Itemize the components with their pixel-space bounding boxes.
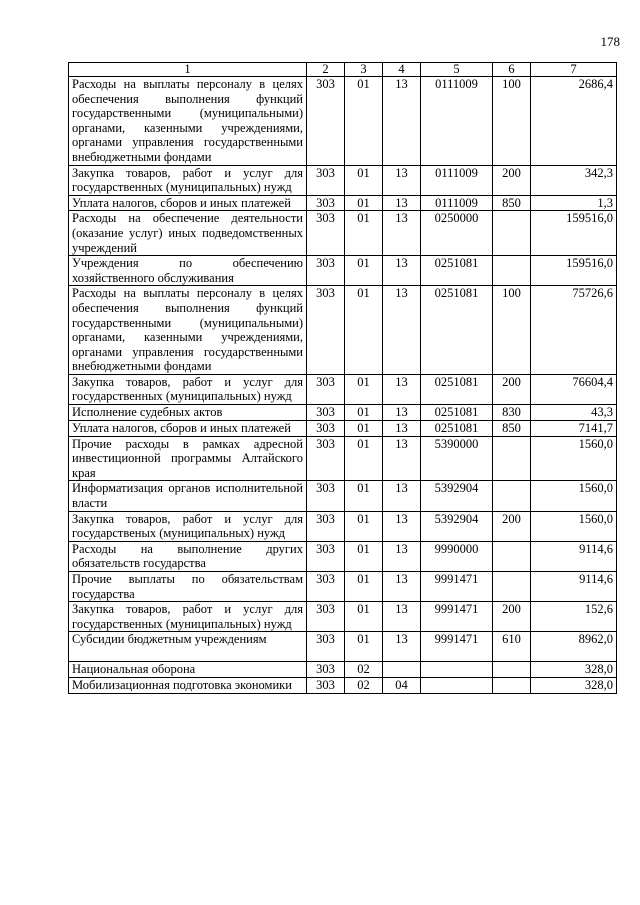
row-description: Закупка товаров, работ и услуг для государственных (муниципальных) нужд (69, 602, 307, 632)
row-expense-type (493, 256, 531, 286)
row-ministry-code: 303 (307, 678, 345, 694)
row-subsection-code: 13 (383, 211, 421, 256)
row-section-code: 01 (345, 195, 383, 211)
budget-table (68, 62, 617, 694)
row-amount: 2686,4 (531, 77, 617, 166)
row-target-code (421, 662, 493, 678)
row-subsection-code: 13 (383, 572, 421, 602)
row-section-code: 01 (345, 632, 383, 662)
row-section-code: 01 (345, 436, 383, 481)
row-ministry-code: 303 (307, 165, 345, 195)
row-description: Национальная оборона (69, 662, 307, 678)
row-amount: 152,6 (531, 602, 617, 632)
row-subsection-code: 13 (383, 511, 421, 541)
row-amount: 9114,6 (531, 572, 617, 602)
row-amount: 328,0 (531, 662, 617, 678)
row-amount: 1560,0 (531, 481, 617, 511)
row-ministry-code: 303 (307, 662, 345, 678)
row-ministry-code: 303 (307, 286, 345, 375)
table-row (69, 572, 617, 602)
table-header-row (69, 63, 617, 77)
row-target-code: 0111009 (421, 165, 493, 195)
row-section-code: 01 (345, 481, 383, 511)
row-expense-type: 200 (493, 374, 531, 404)
table-row (69, 421, 617, 437)
table-row (69, 195, 617, 211)
table-row (69, 662, 617, 678)
table-row (69, 541, 617, 571)
row-subsection-code: 13 (383, 421, 421, 437)
row-target-code: 5392904 (421, 481, 493, 511)
row-target-code (421, 678, 493, 694)
row-expense-type: 610 (493, 632, 531, 662)
row-amount: 1560,0 (531, 511, 617, 541)
row-description: Закупка товаров, работ и услуг для государственных (муниципальных) нужд (69, 165, 307, 195)
row-ministry-code: 303 (307, 511, 345, 541)
row-ministry-code: 303 (307, 374, 345, 404)
row-section-code: 01 (345, 541, 383, 571)
row-expense-type (493, 541, 531, 571)
table-row (69, 678, 617, 694)
row-section-code: 01 (345, 511, 383, 541)
header-col-7: 7 (531, 63, 617, 77)
row-target-code: 0250000 (421, 211, 493, 256)
header-col-1: 1 (69, 63, 307, 77)
row-subsection-code (383, 662, 421, 678)
row-amount: 1560,0 (531, 436, 617, 481)
row-expense-type (493, 572, 531, 602)
row-expense-type: 830 (493, 405, 531, 421)
header-col-6: 6 (493, 63, 531, 77)
row-subsection-code: 13 (383, 195, 421, 211)
header-col-5: 5 (421, 63, 493, 77)
row-expense-type: 100 (493, 286, 531, 375)
row-description: Закупка товаров, работ и услуг для государственых (муниципальных) нужд (69, 511, 307, 541)
table-row (69, 632, 617, 662)
row-amount: 76604,4 (531, 374, 617, 404)
row-subsection-code: 13 (383, 165, 421, 195)
row-subsection-code: 13 (383, 481, 421, 511)
row-section-code: 01 (345, 286, 383, 375)
row-amount: 8962,0 (531, 632, 617, 662)
row-target-code: 0111009 (421, 195, 493, 211)
row-ministry-code: 303 (307, 195, 345, 211)
row-target-code: 9991471 (421, 572, 493, 602)
row-expense-type: 850 (493, 421, 531, 437)
table-row (69, 286, 617, 375)
row-section-code: 02 (345, 678, 383, 694)
row-ministry-code: 303 (307, 405, 345, 421)
row-target-code: 9991471 (421, 602, 493, 632)
row-ministry-code: 303 (307, 602, 345, 632)
header-col-4: 4 (383, 63, 421, 77)
row-amount: 328,0 (531, 678, 617, 694)
row-subsection-code: 13 (383, 77, 421, 166)
row-subsection-code: 04 (383, 678, 421, 694)
row-ministry-code: 303 (307, 481, 345, 511)
row-expense-type: 850 (493, 195, 531, 211)
row-subsection-code: 13 (383, 405, 421, 421)
row-description: Прочие выплаты по обязательствам государства (69, 572, 307, 602)
row-expense-type: 200 (493, 511, 531, 541)
table-row (69, 256, 617, 286)
row-description: Расходы на обеспечение деятельности (оказание услуг) иных подведомственных учреждений (69, 211, 307, 256)
row-subsection-code: 13 (383, 632, 421, 662)
row-description: Уплата налогов, сборов и иных платежей (69, 421, 307, 437)
table-row (69, 511, 617, 541)
row-amount: 1,3 (531, 195, 617, 211)
row-expense-type (493, 662, 531, 678)
row-target-code: 0251081 (421, 374, 493, 404)
row-description: Субсидии бюджетным учреждениям (69, 632, 307, 662)
row-target-code: 0111009 (421, 77, 493, 166)
row-description: Уплата налогов, сборов и иных платежей (69, 195, 307, 211)
table-row (69, 405, 617, 421)
row-description: Информатизация органов исполнительной власти (69, 481, 307, 511)
row-description: Расходы на выплаты персоналу в целях обеспечения выполнения функций государственными (муниципальными) органами, казенными учреждениями, органами управления государственными внебюджетными фондами (69, 286, 307, 375)
row-section-code: 01 (345, 77, 383, 166)
row-section-code: 01 (345, 374, 383, 404)
row-target-code: 5390000 (421, 436, 493, 481)
row-target-code: 9991471 (421, 632, 493, 662)
row-description: Мобилизационная подготовка экономики (69, 678, 307, 694)
table-row (69, 77, 617, 166)
row-ministry-code: 303 (307, 436, 345, 481)
row-ministry-code: 303 (307, 632, 345, 662)
row-subsection-code: 13 (383, 256, 421, 286)
row-section-code: 01 (345, 405, 383, 421)
row-target-code: 0251081 (421, 405, 493, 421)
row-expense-type: 200 (493, 165, 531, 195)
row-amount: 75726,6 (531, 286, 617, 375)
table-row (69, 436, 617, 481)
row-section-code: 01 (345, 602, 383, 632)
header-col-2: 2 (307, 63, 345, 77)
row-description: Исполнение судебных актов (69, 405, 307, 421)
row-expense-type: 100 (493, 77, 531, 166)
row-ministry-code: 303 (307, 77, 345, 166)
row-section-code: 02 (345, 662, 383, 678)
row-ministry-code: 303 (307, 541, 345, 571)
row-ministry-code: 303 (307, 421, 345, 437)
row-section-code: 01 (345, 165, 383, 195)
row-target-code: 0251081 (421, 256, 493, 286)
table-row (69, 211, 617, 256)
row-amount: 159516,0 (531, 256, 617, 286)
row-target-code: 0251081 (421, 286, 493, 375)
row-ministry-code: 303 (307, 211, 345, 256)
row-subsection-code: 13 (383, 374, 421, 404)
row-section-code: 01 (345, 211, 383, 256)
row-expense-type (493, 436, 531, 481)
row-ministry-code: 303 (307, 256, 345, 286)
row-section-code: 01 (345, 572, 383, 602)
row-amount: 342,3 (531, 165, 617, 195)
row-description: Расходы на выплаты персоналу в целях обеспечения выполнения функций государственными (муниципальными) органами, казенными учреждениями, органами управления государственными внебюджетными фондами (69, 77, 307, 166)
row-subsection-code: 13 (383, 286, 421, 375)
table-row (69, 374, 617, 404)
row-target-code: 5392904 (421, 511, 493, 541)
row-ministry-code: 303 (307, 572, 345, 602)
row-target-code: 0251081 (421, 421, 493, 437)
table-row (69, 602, 617, 632)
row-description: Закупка товаров, работ и услуг для государственных (муниципальных) нужд (69, 374, 307, 404)
row-expense-type (493, 678, 531, 694)
row-amount: 43,3 (531, 405, 617, 421)
row-expense-type: 200 (493, 602, 531, 632)
row-description: Расходы на выполнение других обязательств государства (69, 541, 307, 571)
page-number: 178 (600, 34, 620, 49)
row-subsection-code: 13 (383, 436, 421, 481)
table-row (69, 165, 617, 195)
row-amount: 9114,6 (531, 541, 617, 571)
table-row (69, 481, 617, 511)
row-subsection-code: 13 (383, 541, 421, 571)
row-expense-type (493, 481, 531, 511)
header-col-3: 3 (345, 63, 383, 77)
row-amount: 7141,7 (531, 421, 617, 437)
row-subsection-code: 13 (383, 602, 421, 632)
row-expense-type (493, 211, 531, 256)
row-amount: 159516,0 (531, 211, 617, 256)
row-section-code: 01 (345, 256, 383, 286)
row-target-code: 9990000 (421, 541, 493, 571)
row-description: Прочие расходы в рамках адресной инвестиционной программы Алтайского края (69, 436, 307, 481)
row-section-code: 01 (345, 421, 383, 437)
row-description: Учреждения по обеспечению хозяйственного обслуживания (69, 256, 307, 286)
